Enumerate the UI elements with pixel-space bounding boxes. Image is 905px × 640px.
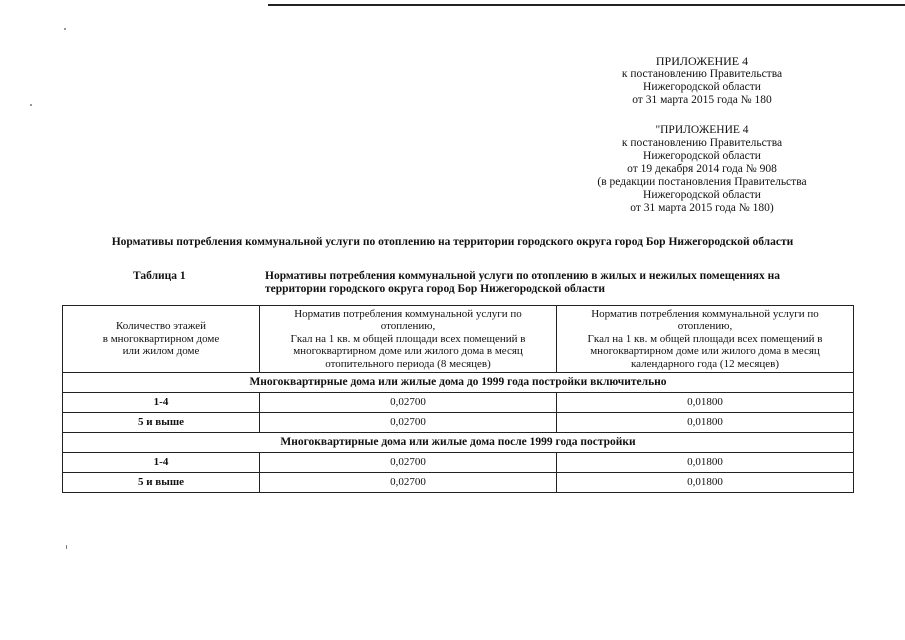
cell-heating-period: 0,02700 <box>260 393 557 413</box>
header-line: Норматив потребления коммунальной услуги по <box>591 307 819 320</box>
appendix-line: (в редакции постановления Правительства <box>597 176 807 188</box>
table-label: Таблица 1 <box>133 270 186 282</box>
section-row <box>63 373 854 393</box>
header-line: многоквартирном доме или жилого дома в месяц <box>590 345 820 358</box>
header-line: календарного года (12 месяцев) <box>630 357 780 370</box>
section-title: Многоквартирные дома или жилые дома до 1999 года постройки включительно <box>63 373 854 393</box>
appendix-line: от 31 марта 2015 года № 180 <box>632 94 772 106</box>
cell-floors: 1-4 <box>63 453 260 473</box>
appendix-line: от 19 декабря 2014 года № 908 <box>627 163 777 175</box>
table-row <box>63 473 854 493</box>
cell-floors: 5 и выше <box>63 413 260 433</box>
cell-calendar-year: 0,01800 <box>557 413 854 433</box>
header-floors <box>63 306 260 373</box>
appendix-line: Нижегородской области <box>643 81 761 93</box>
scan-speck <box>66 545 67 549</box>
cell-calendar-year: 0,01800 <box>557 393 854 413</box>
table-caption-line: территории городского округа город Бор Нижегородской области <box>265 283 605 295</box>
cell-heating-period: 0,02700 <box>260 413 557 433</box>
appendix-header-2 <box>560 124 844 215</box>
header-line: Норматив потребления коммунальной услуги по <box>294 307 522 320</box>
appendix-title: ПРИЛОЖЕНИЕ 4 <box>655 54 749 68</box>
appendix-line: Нижегородской области <box>643 189 761 201</box>
appendix-line: к постановлению Правительства <box>621 68 783 80</box>
cell-floors: 1-4 <box>63 393 260 413</box>
header-line: Количество этажей <box>115 320 207 333</box>
header-line: отоплению, <box>380 320 436 333</box>
cell-calendar-year: 0,01800 <box>557 473 854 493</box>
cell-heating-period: 0,02700 <box>260 473 557 493</box>
header-line: в многоквартирном доме <box>102 332 220 345</box>
header-line: отопительного периода (8 месяцев) <box>325 357 491 370</box>
table-row <box>63 413 854 433</box>
cell-floors: 5 и выше <box>63 473 260 493</box>
header-line: или жилом доме <box>122 345 200 358</box>
table-caption-line: Нормативы потребления коммунальной услуги по отоплению в жилых и нежилых помещениях на <box>265 270 781 282</box>
cell-calendar-year: 0,01800 <box>557 453 854 473</box>
header-heating-period <box>260 306 557 373</box>
header-line: Гкал на 1 кв. м общей площади всех помещений в <box>290 332 526 345</box>
header-line: многоквартирном доме или жилого дома в месяц <box>293 345 523 358</box>
top-scan-rule <box>268 4 905 6</box>
appendix-line: к постановлению Правительства <box>621 137 783 149</box>
table-caption <box>265 270 825 296</box>
scan-speck <box>64 28 66 30</box>
header-line: Гкал на 1 кв. м общей площади всех помещений в <box>587 332 823 345</box>
scan-speck <box>30 104 32 106</box>
appendix-line: Нижегородской области <box>643 150 761 162</box>
header-calendar-year <box>557 306 854 373</box>
header-line: отоплению, <box>677 320 733 333</box>
table-row <box>63 453 854 473</box>
section-row <box>63 433 854 453</box>
section-title: Многоквартирные дома или жилые дома после 1999 года постройки <box>63 433 854 453</box>
document-title: Нормативы потребления коммунальной услуги по отоплению на территории городского округа город Бор Нижегородской области <box>111 236 794 248</box>
appendix-header-1 <box>560 55 844 107</box>
table-header-row <box>63 306 854 373</box>
appendix-title: "ПРИЛОЖЕНИЕ 4 <box>655 124 749 136</box>
appendix-line: от 31 марта 2015 года № 180) <box>630 202 774 214</box>
table-row <box>63 393 854 413</box>
norms-table <box>62 305 854 493</box>
cell-heating-period: 0,02700 <box>260 453 557 473</box>
